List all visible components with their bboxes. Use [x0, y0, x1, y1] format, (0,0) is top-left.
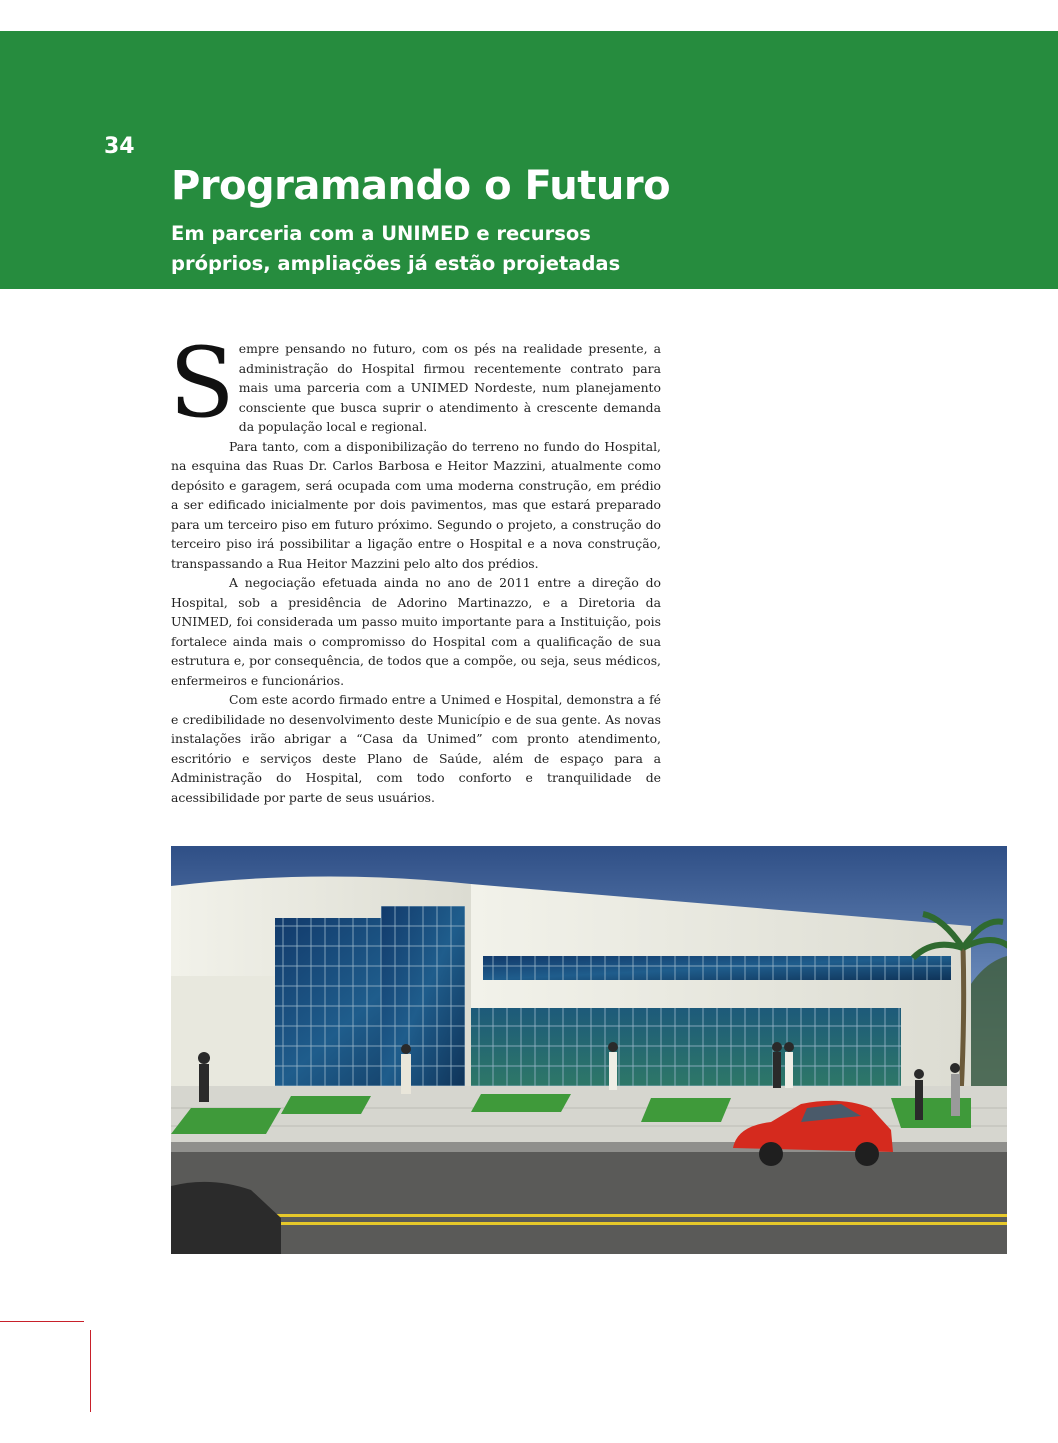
subtitle-line-2: próprios, ampliações já estão projetadas	[171, 252, 621, 275]
article-paragraph-1-text: empre pensando no futuro, com os pés na realidade presente, a administração do Hospital firmou recentemente contrato para mais uma parceria com a UNIMED Nordeste, num planejamento consciente que busca suprir o atendimento à crescente demanda da população local e regional.	[238, 341, 661, 434]
drop-cap: S	[169, 327, 235, 439]
article-body	[169, 327, 661, 807]
page-subtitle	[171, 219, 691, 279]
article-paragraph-1	[169, 327, 661, 439]
subtitle-line-1: Em parceria com a UNIMED e recursos	[171, 222, 591, 245]
article-paragraph-3: A negociação efetuada ainda no ano de 2011 entre a direção do Hospital, sob a presidência de Adorino Martinazzo, e a Diretoria da UNIMED, foi considerada um passo muito importante para a Instituição, pois fortalece ainda mais o compromisso do Hospital com a qualificação de sua estrutura e, por consequência, de todos que a compõe, ou seja, seus médicos, enfermeiros e funcionários.	[171, 575, 661, 688]
crop-mark-bottom-horizontal	[0, 1321, 84, 1322]
page-title: Programando o Futuro	[171, 163, 671, 209]
building-rendering-illustration-icon	[171, 846, 1007, 1254]
building-rendering-figure	[171, 846, 1007, 1254]
page-number: 34	[104, 134, 135, 159]
article-paragraph-4: Com este acordo firmado entre a Unimed e Hospital, demonstra a fé e credibilidade no desenvolvimento deste Município e de sua gente. As novas instalações irão abrigar a “Casa da Unimed” com pronto atendimento, escritório e serviços deste Plano de Saúde, além de espaço para a Administração do Hospital, com todo conforto e tranquilidade de acessibilidade por parte de seus usuários.	[171, 692, 661, 805]
article-paragraph-2: Para tanto, com a disponibilização do terreno no fundo do Hospital, na esquina das Ruas Dr. Carlos Barbosa e Heitor Mazzini, atualmente como depósito e garagem, será ocupada com uma moderna construção, em prédio a ser edificado inicialmente por dois pavimentos, mas que estará preparado para um terceiro piso em futuro próximo. Segundo o projeto, a construção do terceiro piso irá possibilitar a ligação entre o Hospital e a nova construção, transpassando a Rua Heitor Mazzini pelo alto dos prédios.	[171, 438, 661, 571]
crop-mark-bottom-vertical	[90, 1330, 91, 1412]
